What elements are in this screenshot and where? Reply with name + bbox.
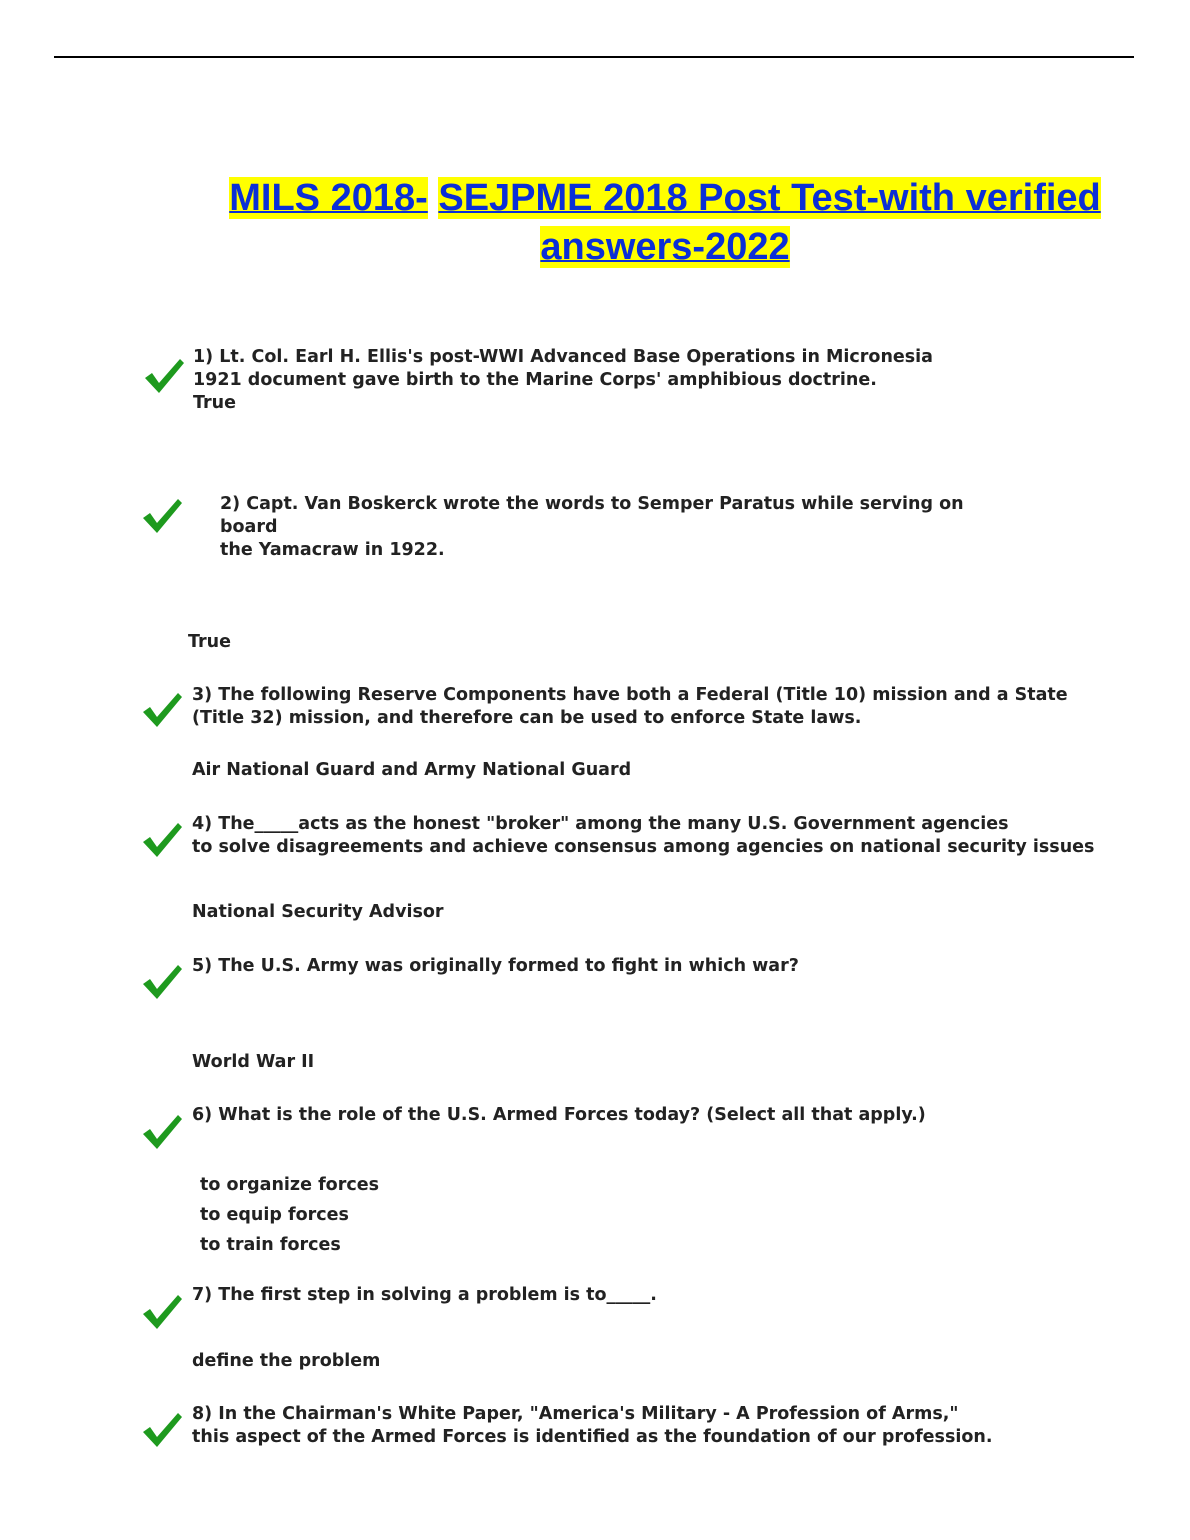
check-mark-icon bbox=[140, 1410, 184, 1450]
question-1 bbox=[193, 346, 933, 415]
check-mark-icon bbox=[140, 690, 184, 730]
question-text-line: 7) The first step in solving a problem is to_____. bbox=[192, 1285, 657, 1305]
question-text-line: the Yamacraw in 1922. bbox=[220, 540, 445, 560]
document-title bbox=[160, 174, 1170, 272]
question-text-line: 5) The U.S. Army was originally formed to fight in which war? bbox=[192, 956, 799, 976]
question-4 bbox=[192, 813, 1094, 859]
question-text-line: (Title 32) mission, and therefore can be used to enforce State laws. bbox=[192, 708, 862, 728]
question-text-line: to solve disagreements and achieve consensus among agencies on national security issues bbox=[192, 837, 1095, 857]
answer-4: National Security Advisor bbox=[192, 902, 444, 922]
question-3 bbox=[192, 684, 1068, 730]
answer-5: World War II bbox=[192, 1052, 315, 1072]
question-text-line: board bbox=[220, 517, 278, 537]
check-mark-icon bbox=[140, 496, 184, 536]
question-6 bbox=[192, 1104, 926, 1127]
answer-2: True bbox=[188, 632, 231, 652]
answer-option: to equip forces bbox=[200, 1205, 349, 1225]
check-mark-icon bbox=[140, 962, 184, 1002]
question-7 bbox=[192, 1284, 657, 1307]
question-8 bbox=[192, 1403, 993, 1449]
question-5 bbox=[192, 955, 799, 978]
check-mark-icon bbox=[140, 1112, 184, 1152]
answer-text: True bbox=[193, 393, 236, 413]
check-mark-icon bbox=[140, 1292, 184, 1332]
answer-3: Air National Guard and Army National Guard bbox=[192, 760, 632, 780]
answer-6 bbox=[200, 1170, 379, 1260]
question-text-line: 6) What is the role of the U.S. Armed Forces today? (Select all that apply.) bbox=[192, 1105, 926, 1125]
title-part-1: MILS 2018- bbox=[229, 177, 428, 219]
answer-option: to organize forces bbox=[200, 1175, 379, 1195]
question-text-line: 1) Lt. Col. Earl H. Ellis's post-WWI Advanced Base Operations in Micronesia bbox=[193, 347, 933, 367]
question-2 bbox=[220, 493, 964, 562]
title-part-3: answers-2022 bbox=[540, 226, 790, 268]
answer-option: to train forces bbox=[200, 1235, 341, 1255]
question-text-line: this aspect of the Armed Forces is identified as the foundation of our profession. bbox=[192, 1427, 993, 1447]
question-text-line: 2) Capt. Van Boskerck wrote the words to Semper Paratus while serving on bbox=[220, 494, 964, 514]
header-rule bbox=[54, 56, 1134, 58]
question-text-line: 3) The following Reserve Components have both a Federal (Title 10) mission and a State bbox=[192, 685, 1068, 705]
check-mark-icon bbox=[142, 356, 186, 396]
question-text-line: 1921 document gave birth to the Marine Corps' amphibious doctrine. bbox=[193, 370, 877, 390]
question-text-line: 4) The_____acts as the honest "broker" among the many U.S. Government agencies bbox=[192, 814, 1009, 834]
check-mark-icon bbox=[140, 820, 184, 860]
question-text-line: 8) In the Chairman's White Paper, "America's Military - A Profession of Arms," bbox=[192, 1404, 959, 1424]
answer-7: define the problem bbox=[192, 1351, 381, 1371]
title-part-2: SEJPME 2018 Post Test-with verified bbox=[438, 177, 1101, 219]
